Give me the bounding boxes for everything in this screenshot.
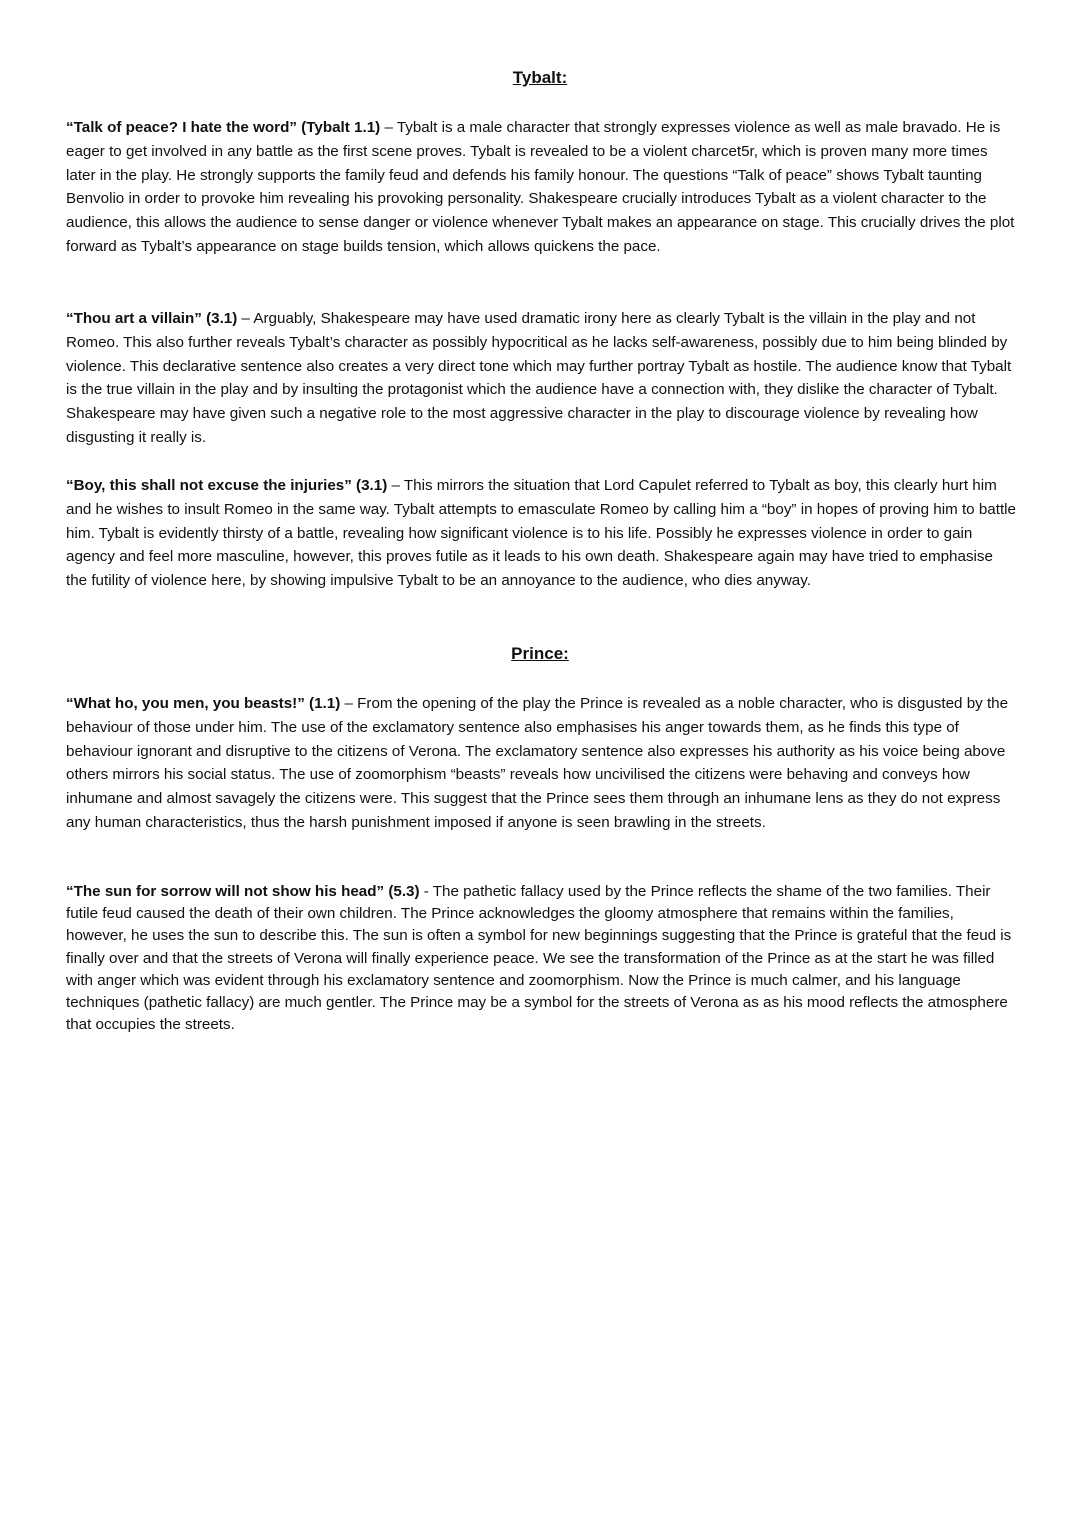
quote-text: “Boy, this shall not excuse the injuries” (3.1) [66,477,388,494]
section-heading-prince: Prince: [511,644,569,663]
quote-text: “What ho, you men, you beasts!” (1.1) [66,695,341,712]
paragraph-tybalt-boy [66,474,1018,593]
quote-text: “The sun for sorrow will not show his head” (5.3) [66,883,420,900]
analysis-text: - The pathetic fallacy used by the Prince reflects the shame of the two families. Their futile feud caused the death of their own children. The Prince acknowledges the gloomy atmosphere that remains within the families, however, he uses the sun to describe this. The sun is often a symbol for new beginnings suggesting that the Prince is grateful that the feud is finally over and that the streets of Verona will finally experience peace. We see the transformation of the Prince as at the start he was filled with anger which was evident through his exclamatory sentence and zoomorphism. Now the Prince is much calmer, and his language techniques (pathetic fallacy) are much gentler. The Prince may be a symbol for the streets of Verona as as his mood reflects the atmosphere that occupies the streets. [66,883,1012,1034]
analysis-text: – From the opening of the play the Prince is revealed as a noble character, who is disgusted by the behaviour of those under him. The use of the exclamatory sentence also emphasises his anger towards them, as he finds this type of behaviour ignorant and disruptive to the citizens of Verona. The exclamatory sentence also expresses his authority as his voice being above others mirrors his social status. The use of zoomorphism “beasts” reveals how uncivilised the citizens were behaving and conveys how inhumane and almost savagely the citizens were. This suggest that the Prince sees them through an inhumane lens as they do not express any human characteristics, thus the harsh punishment imposed if anyone is seen brawling in the streets. [66,695,1009,831]
quote-text: “Thou art a villain” (3.1) [66,310,238,327]
analysis-text: – Tybalt is a male character that strongly expresses violence as well as male bravado. He is eager to get involved in any battle as the first scene proves. Tybalt is revealed to be a violent charcet5r, which is proven many more times later in the play. He strongly supports the family feud and defends his family honour. The questions “Talk of peace” shows Tybalt taunting Benvolio in order to provoke him revealing his provoking personality. Shakespeare crucially introduces Tybalt as a violent character to the audience, this allows the audience to sense danger or violence whenever Tybalt makes an appearance on stage. This crucially drives the plot forward as Tybalt’s appearance on stage builds tension, which allows quickens the pace. [66,119,1015,255]
section-heading-tybalt: Tybalt: [512,68,568,87]
analysis-text: – Arguably, Shakespeare may have used dramatic irony here as clearly Tybalt is the villain in the play and not Romeo. This also further reveals Tybalt’s character as possibly hypocritical as he lacks self-awareness, possibly due to him being blinded by violence. This declarative sentence also creates a very direct tone which may further portray Tybalt as hostile. The audience know that Tybalt is the true villain in the play and by insulting the protagonist which the audience have a connection with, they dislike the character of Tybalt. Shakespeare may have given such a negative role to the most aggressive character in the play to discourage violence by revealing how disgusting it really is. [66,310,1012,446]
paragraph-prince-beasts [66,692,1018,835]
analysis-text: – This mirrors the situation that Lord Capulet referred to Tybalt as boy, this clearly hurt him and he wishes to insult Romeo in the same way. Tybalt attempts to emasculate Romeo by calling him a “boy” in hopes of proving him to battle him. Tybalt is evidently thirsty of a battle, revealing how significant violence is to his life. Possibly he expresses violence in order to gain agency and feel more masculine, however, this proves futile as it leads to his own death. Shakespeare again may have tried to emphasise the futility of violence here, by showing impulsive Tybalt to be an annoyance to the audience, who dies anyway. [66,477,1016,590]
quote-text: “Talk of peace? I hate the word” (Tybalt 1.1) [66,119,381,136]
paragraph-tybalt-talk-of-peace [66,116,1018,259]
paragraph-tybalt-villain [66,307,1018,450]
paragraph-prince-sun [66,881,1018,1036]
